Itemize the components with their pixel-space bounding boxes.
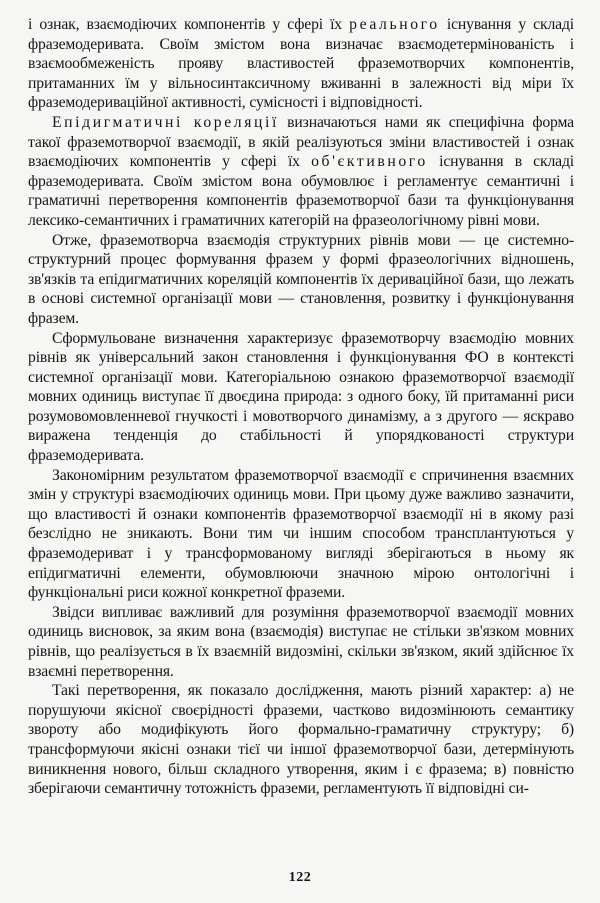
paragraph bbox=[28, 603, 574, 681]
paragraph bbox=[28, 113, 574, 231]
paragraph bbox=[28, 15, 574, 113]
text-segment: і ознак, взаємодіючих компонентів у сфері їх bbox=[28, 16, 350, 33]
text-segment: Сформульоване визначення характеризує фраземотворчу взаємодію мовних рівнів як універсальний закон становлення і функціонування ФО в контексті системної організації мови. Категоріальною ознакою фраземотворчої взаємодії мовних одиниць виступає її двоєдина природа: з одного боку, їй притаманні риси розумовомовленневої гнучкості і мовотворчого динамізму, а з другого — яскраво виражена тенденція до стабільності й упорядкованості структури фраземодеривата. bbox=[28, 329, 574, 465]
spaced-emphasis: реального bbox=[349, 16, 440, 33]
page-number: 122 bbox=[288, 870, 312, 885]
paragraph bbox=[28, 466, 574, 603]
text-segment: Отже, фраземотворча взаємодія структурних рівнів мови — це системно-структурний процес формування фразем у формі фразеологічних відношень, зв'язків та епідигматичних кореляцій компонентів їх дериваційної бази, що лежать в основі системної організації мови — становлення, розвитку і функціонування фразем. bbox=[28, 231, 574, 327]
paragraph bbox=[28, 329, 574, 466]
text-segment: існування в складі фраземодеривата. Своїм змістом вона обумовлює і регламентує семантичні і граматичні перетворення компонентів фраземотворчої бази та функціонування лексико-семантичних і граматичних категорій на фразеологічному рівні мови. bbox=[28, 153, 574, 229]
paragraph bbox=[28, 681, 574, 799]
text-segment: визначаються нами як специфічна форма такої фраземотворчої взаємодії, в якій реалізуються зміни властивостей і ознак взаємодіючих компонентів у сфері їх bbox=[28, 113, 574, 171]
text-segment: Закономірним результатом фраземотворчої взаємодії є спричинення взаємних змін у структурі взаємодіючих одиниць мови. При цьому дуже важливо зазначити, що властивості й ознаки компонентів фраземотворчої взаємодії ні в якому разі безслідно не зникають. Вони тим чи іншим способом трансплантуються у фраземодериват і у трансформованому вигляді зберігаються в ньому як епідигматичні елементи, обумовлюючи значною мірою онтологічні і функціональні риси кожної конкретної фраземи. bbox=[28, 466, 574, 602]
spaced-emphasis: Епідигматичні кореляції bbox=[52, 113, 279, 131]
paragraph bbox=[28, 231, 574, 329]
text-segment: Звідси випливає важливий для розуміння фраземотворчої взаємодії мовних одиниць висновок, за яким вона (взаємодія) виступає не стільки зв'язком мовних рівнів, що реалізується в їх взаємній видозміні, скільки зв'язком, який здійснює їх взаємні перетворення. bbox=[28, 603, 574, 680]
spaced-emphasis: об'єктивного bbox=[311, 153, 428, 171]
text-segment: Такі перетворення, як показало дослідження, мають різний характер: а) не порушуючи якісної своєрідності фраземи, частково видозмінюють семантику звороту або модифікують його формально-граматичну структуру; б) трансформуючи якісні ознаки тієї чи іншої фраземотворчої бази, детермінують виникнення нового, більш складного утворення, яким і є фразема; в) повністю зберігаючи семантичну тотожність фраземи, регламентують її відповідні си- bbox=[28, 682, 574, 798]
text-segment: існування у складі фраземодеривата. Своїм змістом вона визначає взаємодетермінованість і взаємообмеженість прояву властивостей фраземотворчих компонентів, притаманних їм у вільносинтаксичному вживанні в залежності від міри їх фраземодериваційної активності, сумісності і відповідності. bbox=[28, 16, 574, 112]
